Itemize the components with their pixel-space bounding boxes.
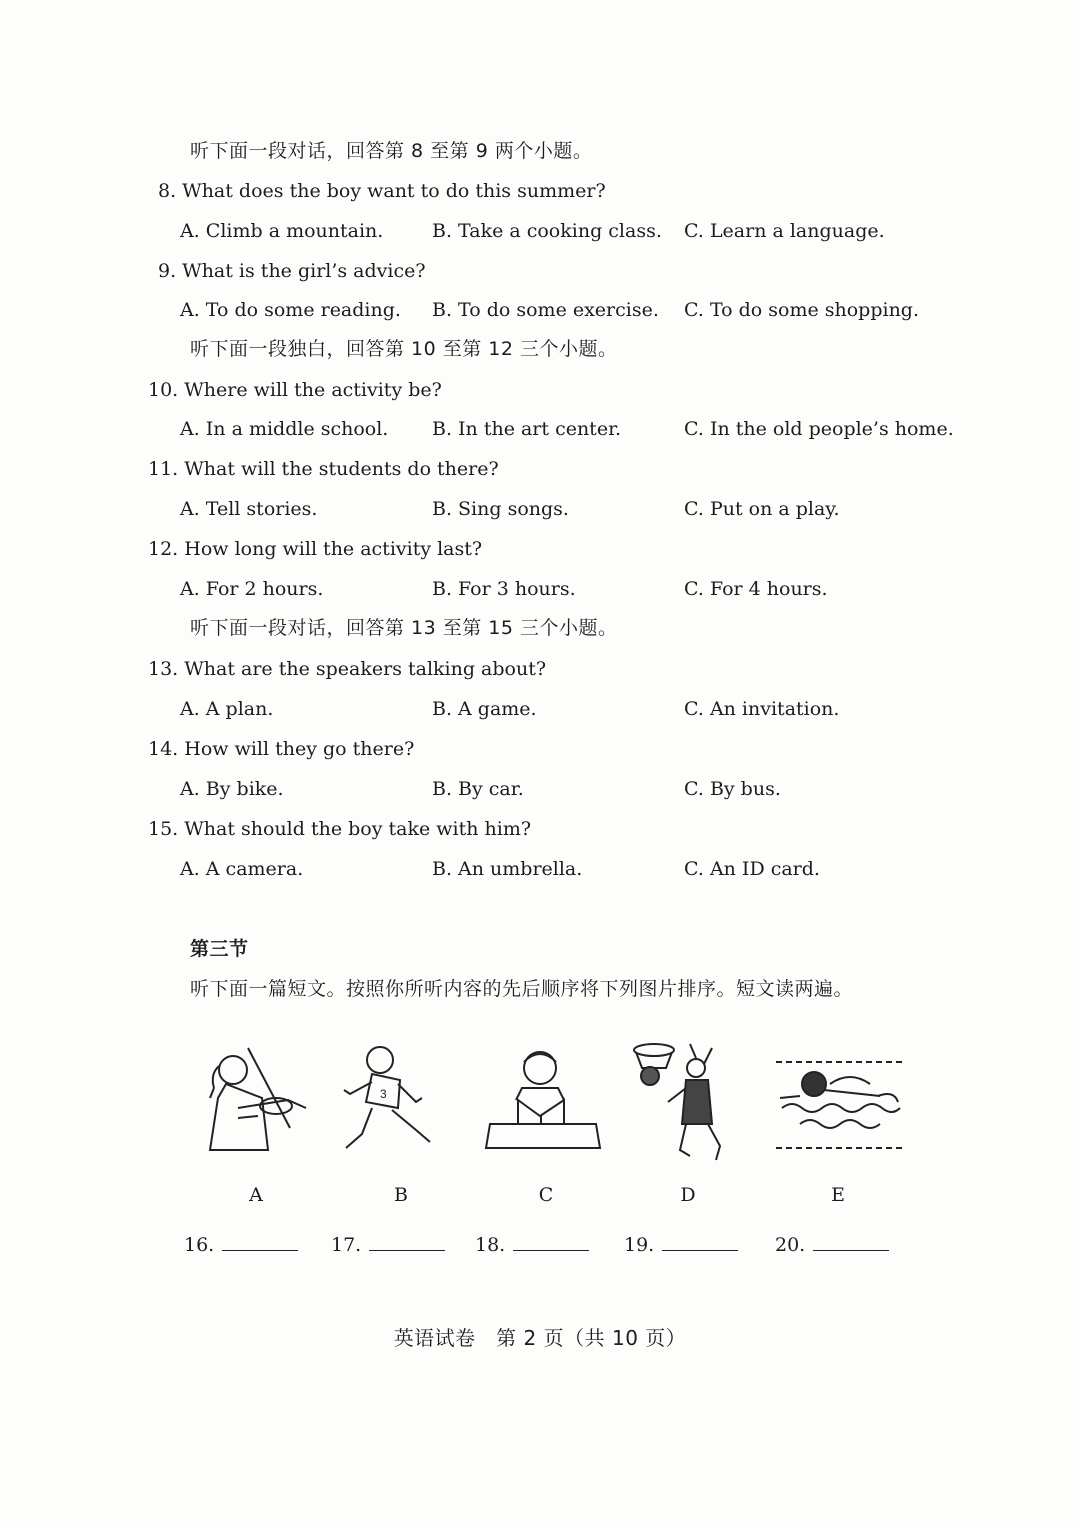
question-11: 11. What will the students do there? — [148, 458, 499, 480]
blank-number: 16. — [184, 1234, 215, 1256]
question-8: 8. What does the boy want to do this summer? — [158, 180, 606, 202]
option-14a[interactable]: A. By bike. — [180, 778, 284, 800]
option-15c[interactable]: C. An ID card. — [684, 858, 820, 880]
option-14b[interactable]: B. By car. — [432, 778, 524, 800]
option-14c[interactable]: C. By bus. — [684, 778, 781, 800]
option-8b[interactable]: B. Take a cooking class. — [432, 220, 662, 242]
answer-blank-16[interactable] — [184, 1232, 298, 1256]
option-9c[interactable]: C. To do some shopping. — [684, 299, 920, 321]
blank-number: 18. — [475, 1234, 506, 1256]
picture-label-c: C — [538, 1184, 554, 1206]
question-9: 9. What is the girl’s advice? — [158, 260, 426, 282]
option-10a[interactable]: A. In a middle school. — [180, 418, 389, 440]
option-15a[interactable]: A. A camera. — [180, 858, 304, 880]
page-footer: 英语试卷 第 2 页（共 10 页） — [393, 1326, 687, 1350]
section-instruction-8-9: 听下面一段对话，回答第 8 至第 9 两个小题。 — [190, 140, 593, 162]
basketball-player-icon — [620, 1038, 760, 1168]
blank-number: 17. — [331, 1234, 362, 1256]
question-15: 15. What should the boy take with him? — [148, 818, 532, 840]
option-11a[interactable]: A. Tell stories. — [180, 498, 318, 520]
option-13b[interactable]: B. A game. — [432, 698, 537, 720]
option-13c[interactable]: C. An invitation. — [684, 698, 840, 720]
reading-boy-icon — [476, 1038, 616, 1168]
question-12: 12. How long will the activity last? — [148, 538, 483, 560]
picture-label-a: A — [249, 1184, 263, 1206]
option-15b[interactable]: B. An umbrella. — [432, 858, 583, 880]
section-instruction-10-12: 听下面一段独白，回答第 10 至第 12 三个小题。 — [190, 338, 618, 360]
option-10b[interactable]: B. In the art center. — [432, 418, 622, 440]
answer-blank-19[interactable] — [624, 1232, 738, 1256]
svg-text:3: 3 — [380, 1087, 387, 1101]
running-boy-icon — [332, 1038, 472, 1168]
picture-label-e: E — [831, 1184, 845, 1206]
option-13a[interactable]: A. A plan. — [180, 698, 274, 720]
part3-instruction: 听下面一篇短文。按照你所听内容的先后顺序将下列图片排序。短文读两遍。 — [190, 978, 854, 1000]
option-8a[interactable]: A. Climb a mountain. — [180, 220, 384, 242]
violin-girl-icon — [188, 1038, 328, 1168]
answer-blank-17[interactable] — [331, 1232, 445, 1256]
picture-label-b: B — [394, 1184, 408, 1206]
option-11c[interactable]: C. Put on a play. — [684, 498, 840, 520]
option-8c[interactable]: C. Learn a language. — [684, 220, 885, 242]
blank-number: 19. — [624, 1234, 655, 1256]
question-10: 10. Where will the activity be? — [148, 379, 442, 401]
swimmer-icon — [770, 1038, 910, 1168]
option-9b[interactable]: B. To do some exercise. — [432, 299, 659, 321]
option-12c[interactable]: C. For 4 hours. — [684, 578, 828, 600]
question-14: 14. How will they go there? — [148, 738, 415, 760]
answer-blank-18[interactable] — [475, 1232, 589, 1256]
option-9a[interactable]: A. To do some reading. — [180, 299, 401, 321]
blank-number: 20. — [775, 1234, 806, 1256]
option-11b[interactable]: B. Sing songs. — [432, 498, 569, 520]
answer-blank-20[interactable] — [775, 1232, 889, 1256]
part3-title: 第三节 — [190, 938, 249, 960]
option-12a[interactable]: A. For 2 hours. — [180, 578, 324, 600]
section-instruction-13-15: 听下面一段对话，回答第 13 至第 15 三个小题。 — [190, 617, 618, 639]
picture-label-d: D — [680, 1184, 696, 1206]
option-10c[interactable]: C. In the old people’s home. — [684, 418, 954, 440]
question-13: 13. What are the speakers talking about? — [148, 658, 547, 680]
option-12b[interactable]: B. For 3 hours. — [432, 578, 576, 600]
